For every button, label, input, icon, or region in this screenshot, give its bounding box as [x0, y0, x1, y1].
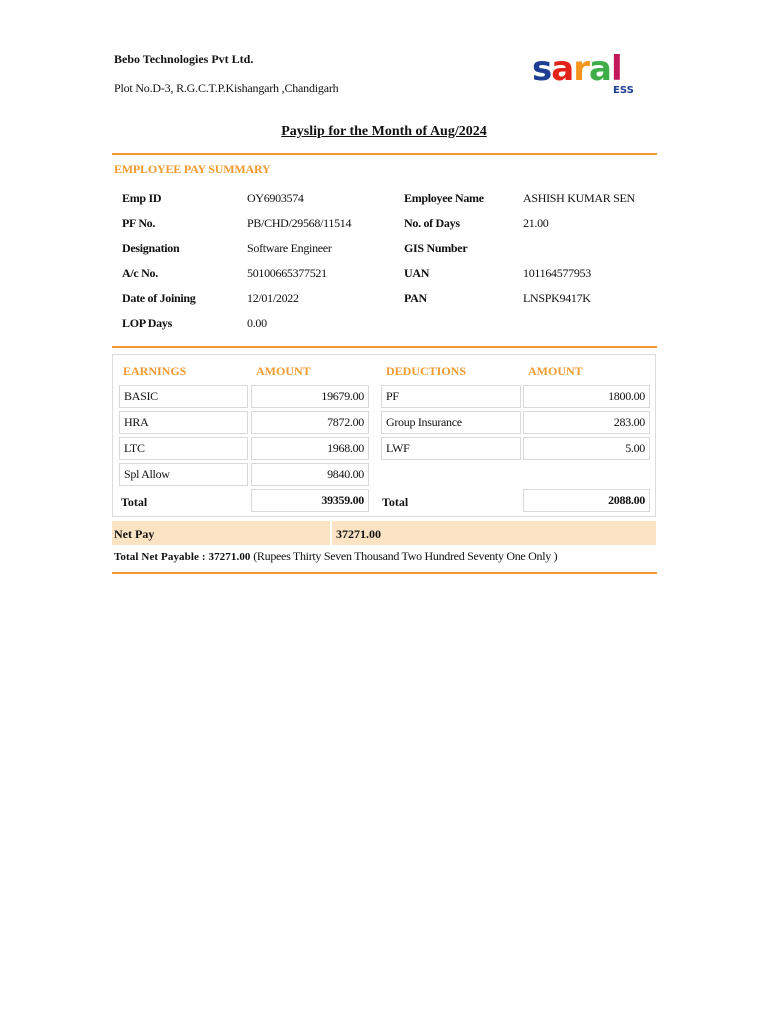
earnings-amount-heading: AMOUNT	[256, 364, 311, 378]
total-net-payable	[114, 549, 557, 564]
deduction-amount-pf: 1800.00	[523, 385, 650, 408]
designation-value: Software Engineer	[247, 241, 332, 255]
deductions-total-label: Total	[382, 495, 409, 509]
earning-name-basic: BASIC	[119, 385, 248, 408]
total-net-payable-words: (Rupees Thirty Seven Thousand Two Hundred Seventy One Only )	[250, 549, 558, 563]
logo-sub: ESS	[613, 85, 634, 96]
earning-amount-hra: 7872.00	[251, 411, 369, 434]
deduction-amount-group-insurance: 283.00	[523, 411, 650, 434]
emp-id-value: OY6903574	[247, 191, 304, 205]
uan-value: 101164577953	[523, 266, 591, 280]
net-pay-band	[112, 521, 656, 545]
net-pay-label: Net Pay	[114, 527, 155, 541]
net-pay-value: 37271.00	[336, 527, 381, 541]
payslip-title: Payslip for the Month of Aug/2024	[281, 124, 487, 139]
uan-label: UAN	[404, 266, 430, 280]
svg-text:saral: saral	[532, 50, 622, 89]
deduction-amount-lwf: 5.00	[523, 437, 650, 460]
account-no-value: 50100665377521	[247, 266, 327, 280]
deductions-heading: DEDUCTIONS	[386, 364, 467, 378]
earning-amount-ltc: 1968.00	[251, 437, 369, 460]
earning-name-ltc: LTC	[119, 437, 248, 460]
gis-number-label: GIS Number	[404, 241, 468, 255]
employee-name-label: Employee Name	[404, 191, 484, 205]
pan-label: PAN	[404, 291, 427, 305]
lop-days-value: 0.00	[247, 316, 267, 330]
no-of-days-label: No. of Days	[404, 216, 460, 230]
earnings-total-label: Total	[121, 495, 148, 509]
pf-no-value: PB/CHD/29568/11514	[247, 216, 352, 230]
total-net-payable-label: Total Net Payable : 37271.00	[114, 551, 251, 563]
employee-name-value: ASHISH KUMAR SEN	[523, 191, 635, 205]
deduction-name-group-insurance: Group Insurance	[381, 411, 521, 434]
deduction-name-pf: PF	[381, 385, 521, 408]
rule-middle	[112, 346, 657, 348]
saral-ess-logo	[532, 50, 642, 98]
company-name: Bebo Technologies Pvt Ltd.	[114, 52, 254, 66]
deduction-name-lwf: LWF	[381, 437, 521, 460]
rule-top	[112, 153, 657, 155]
lop-days-label: LOP Days	[122, 316, 172, 330]
date-of-joining-label: Date of Joining	[122, 291, 196, 305]
earning-amount-spl-allow: 9840.00	[251, 463, 369, 486]
pan-value: LNSPK9417K	[523, 291, 591, 305]
pf-no-label: PF No.	[122, 216, 156, 230]
earnings-total-value: 39359.00	[251, 489, 369, 512]
earning-amount-basic: 19679.00	[251, 385, 369, 408]
net-pay-divider	[330, 521, 332, 545]
rule-bottom	[112, 572, 657, 574]
emp-id-label: Emp ID	[122, 191, 162, 205]
designation-label: Designation	[122, 241, 180, 255]
earnings-heading: EARNINGS	[123, 364, 187, 378]
no-of-days-value: 21.00	[523, 216, 549, 230]
account-no-label: A/c No.	[122, 266, 158, 280]
company-address: Plot No.D-3, R.G.C.T.P.Kishangarh ,Chandigarh	[114, 81, 339, 95]
employee-pay-summary-heading: EMPLOYEE PAY SUMMARY	[114, 162, 271, 176]
date-of-joining-value: 12/01/2022	[247, 291, 299, 305]
deductions-total-value: 2088.00	[523, 489, 650, 512]
earning-name-spl-allow: Spl Allow	[119, 463, 248, 486]
deductions-amount-heading: AMOUNT	[528, 364, 583, 378]
earning-name-hra: HRA	[119, 411, 248, 434]
